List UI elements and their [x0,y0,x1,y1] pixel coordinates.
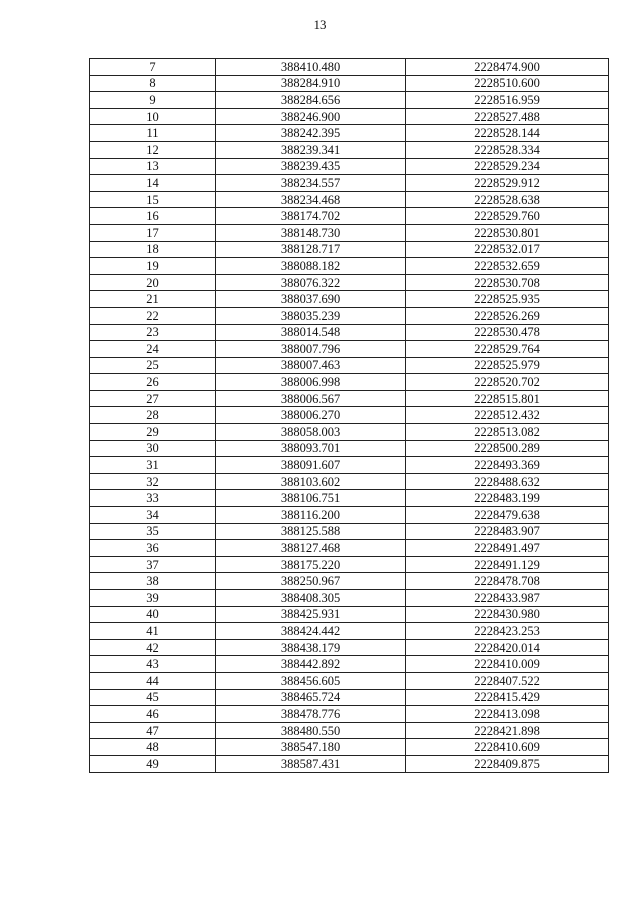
y-coordinate-cell: 2228430.980 [406,606,609,623]
table-row [90,274,609,291]
x-coordinate-cell: 388006.567 [216,390,406,407]
point-number-cell: 9 [90,92,216,109]
table-row [90,457,609,474]
x-coordinate-cell: 388242.395 [216,125,406,142]
table-row [90,125,609,142]
table-row [90,689,609,706]
point-number-cell: 28 [90,407,216,424]
x-coordinate-cell: 388076.322 [216,274,406,291]
y-coordinate-cell: 2228433.987 [406,590,609,607]
y-coordinate-cell: 2228526.269 [406,307,609,324]
point-number-cell: 42 [90,639,216,656]
table-row [90,440,609,457]
x-coordinate-cell: 388480.550 [216,722,406,739]
y-coordinate-cell: 2228474.900 [406,59,609,76]
point-number-cell: 48 [90,739,216,756]
table-row [90,590,609,607]
point-number-cell: 26 [90,374,216,391]
y-coordinate-cell: 2228529.760 [406,208,609,225]
point-number-cell: 17 [90,224,216,241]
y-coordinate-cell: 2228528.334 [406,141,609,158]
x-coordinate-cell: 388465.724 [216,689,406,706]
x-coordinate-cell: 388587.431 [216,755,406,772]
table-row [90,473,609,490]
point-number-cell: 22 [90,307,216,324]
x-coordinate-cell: 388456.605 [216,672,406,689]
x-coordinate-cell: 388547.180 [216,739,406,756]
y-coordinate-cell: 2228483.199 [406,490,609,507]
x-coordinate-cell: 388035.239 [216,307,406,324]
point-number-cell: 40 [90,606,216,623]
y-coordinate-cell: 2228409.875 [406,755,609,772]
table-row [90,175,609,192]
y-coordinate-cell: 2228483.907 [406,523,609,540]
table-row [90,424,609,441]
point-number-cell: 33 [90,490,216,507]
point-number-cell: 19 [90,258,216,275]
table-row [90,341,609,358]
table-row [90,573,609,590]
point-number-cell: 20 [90,274,216,291]
point-number-cell: 41 [90,623,216,640]
x-coordinate-cell: 388014.548 [216,324,406,341]
point-number-cell: 24 [90,341,216,358]
y-coordinate-cell: 2228410.609 [406,739,609,756]
table-row [90,507,609,524]
y-coordinate-cell: 2228529.764 [406,341,609,358]
point-number-cell: 21 [90,291,216,308]
point-number-cell: 23 [90,324,216,341]
x-coordinate-cell: 388478.776 [216,706,406,723]
table-row [90,623,609,640]
y-coordinate-cell: 2228415.429 [406,689,609,706]
y-coordinate-cell: 2228528.144 [406,125,609,142]
x-coordinate-cell: 388425.931 [216,606,406,623]
point-number-cell: 11 [90,125,216,142]
table-row [90,639,609,656]
table-row [90,158,609,175]
x-coordinate-cell: 388284.910 [216,75,406,92]
y-coordinate-cell: 2228532.017 [406,241,609,258]
table-row [90,241,609,258]
point-number-cell: 10 [90,108,216,125]
x-coordinate-cell: 388175.220 [216,556,406,573]
x-coordinate-cell: 388246.900 [216,108,406,125]
x-coordinate-cell: 388239.435 [216,158,406,175]
table-row [90,75,609,92]
x-coordinate-cell: 388234.557 [216,175,406,192]
x-coordinate-cell: 388127.468 [216,540,406,557]
x-coordinate-cell: 388250.967 [216,573,406,590]
table-row [90,755,609,772]
point-number-cell: 47 [90,722,216,739]
y-coordinate-cell: 2228410.009 [406,656,609,673]
y-coordinate-cell: 2228530.801 [406,224,609,241]
y-coordinate-cell: 2228529.912 [406,175,609,192]
y-coordinate-cell: 2228530.478 [406,324,609,341]
x-coordinate-cell: 388128.717 [216,241,406,258]
point-number-cell: 34 [90,507,216,524]
point-number-cell: 13 [90,158,216,175]
table-row [90,490,609,507]
point-number-cell: 16 [90,208,216,225]
table-row [90,390,609,407]
y-coordinate-cell: 2228478.708 [406,573,609,590]
y-coordinate-cell: 2228491.129 [406,556,609,573]
point-number-cell: 7 [90,59,216,76]
x-coordinate-cell: 388234.468 [216,191,406,208]
y-coordinate-cell: 2228527.488 [406,108,609,125]
x-coordinate-cell: 388106.751 [216,490,406,507]
y-coordinate-cell: 2228513.082 [406,424,609,441]
table-row [90,672,609,689]
y-coordinate-cell: 2228525.935 [406,291,609,308]
y-coordinate-cell: 2228516.959 [406,92,609,109]
table-row [90,59,609,76]
table-row [90,258,609,275]
y-coordinate-cell: 2228520.702 [406,374,609,391]
y-coordinate-cell: 2228510.600 [406,75,609,92]
point-number-cell: 14 [90,175,216,192]
table-row [90,324,609,341]
x-coordinate-cell: 388093.701 [216,440,406,457]
point-number-cell: 44 [90,672,216,689]
point-number-cell: 15 [90,191,216,208]
point-number-cell: 39 [90,590,216,607]
table-row [90,191,609,208]
table-row [90,224,609,241]
point-number-cell: 45 [90,689,216,706]
y-coordinate-cell: 2228491.497 [406,540,609,557]
x-coordinate-cell: 388006.998 [216,374,406,391]
point-number-cell: 32 [90,473,216,490]
y-coordinate-cell: 2228407.522 [406,672,609,689]
x-coordinate-cell: 388148.730 [216,224,406,241]
x-coordinate-cell: 388007.463 [216,357,406,374]
y-coordinate-cell: 2228528.638 [406,191,609,208]
point-number-cell: 12 [90,141,216,158]
coordinates-table [89,58,609,773]
point-number-cell: 31 [90,457,216,474]
table-row [90,108,609,125]
table-row [90,208,609,225]
x-coordinate-cell: 388037.690 [216,291,406,308]
x-coordinate-cell: 388007.796 [216,341,406,358]
y-coordinate-cell: 2228493.369 [406,457,609,474]
table-row [90,374,609,391]
table-row [90,606,609,623]
x-coordinate-cell: 388125.588 [216,523,406,540]
point-number-cell: 8 [90,75,216,92]
table-row [90,141,609,158]
table-row [90,706,609,723]
point-number-cell: 29 [90,424,216,441]
table-row [90,656,609,673]
y-coordinate-cell: 2228532.659 [406,258,609,275]
point-number-cell: 49 [90,755,216,772]
table-row [90,722,609,739]
table-row [90,556,609,573]
y-coordinate-cell: 2228515.801 [406,390,609,407]
y-coordinate-cell: 2228421.898 [406,722,609,739]
x-coordinate-cell: 388174.702 [216,208,406,225]
x-coordinate-cell: 388408.305 [216,590,406,607]
table-row [90,739,609,756]
y-coordinate-cell: 2228423.253 [406,623,609,640]
page-number: 13 [313,17,327,32]
point-number-cell: 38 [90,573,216,590]
y-coordinate-cell: 2228525.979 [406,357,609,374]
x-coordinate-cell: 388103.602 [216,473,406,490]
point-number-cell: 25 [90,357,216,374]
x-coordinate-cell: 388438.179 [216,639,406,656]
point-number-cell: 18 [90,241,216,258]
x-coordinate-cell: 388091.607 [216,457,406,474]
y-coordinate-cell: 2228479.638 [406,507,609,524]
table-row [90,357,609,374]
x-coordinate-cell: 388088.182 [216,258,406,275]
y-coordinate-cell: 2228500.289 [406,440,609,457]
table-row [90,307,609,324]
x-coordinate-cell: 388410.480 [216,59,406,76]
table-row [90,92,609,109]
x-coordinate-cell: 388058.003 [216,424,406,441]
x-coordinate-cell: 388006.270 [216,407,406,424]
point-number-cell: 37 [90,556,216,573]
y-coordinate-cell: 2228420.014 [406,639,609,656]
x-coordinate-cell: 388424.442 [216,623,406,640]
x-coordinate-cell: 388239.341 [216,141,406,158]
point-number-cell: 36 [90,540,216,557]
y-coordinate-cell: 2228530.708 [406,274,609,291]
point-number-cell: 27 [90,390,216,407]
y-coordinate-cell: 2228488.632 [406,473,609,490]
y-coordinate-cell: 2228413.098 [406,706,609,723]
table-row [90,407,609,424]
x-coordinate-cell: 388284.656 [216,92,406,109]
coordinates-table-body [90,59,609,773]
point-number-cell: 35 [90,523,216,540]
x-coordinate-cell: 388442.892 [216,656,406,673]
y-coordinate-cell: 2228529.234 [406,158,609,175]
point-number-cell: 46 [90,706,216,723]
table-row [90,540,609,557]
x-coordinate-cell: 388116.200 [216,507,406,524]
table-row [90,523,609,540]
y-coordinate-cell: 2228512.432 [406,407,609,424]
point-number-cell: 30 [90,440,216,457]
table-row [90,291,609,308]
point-number-cell: 43 [90,656,216,673]
